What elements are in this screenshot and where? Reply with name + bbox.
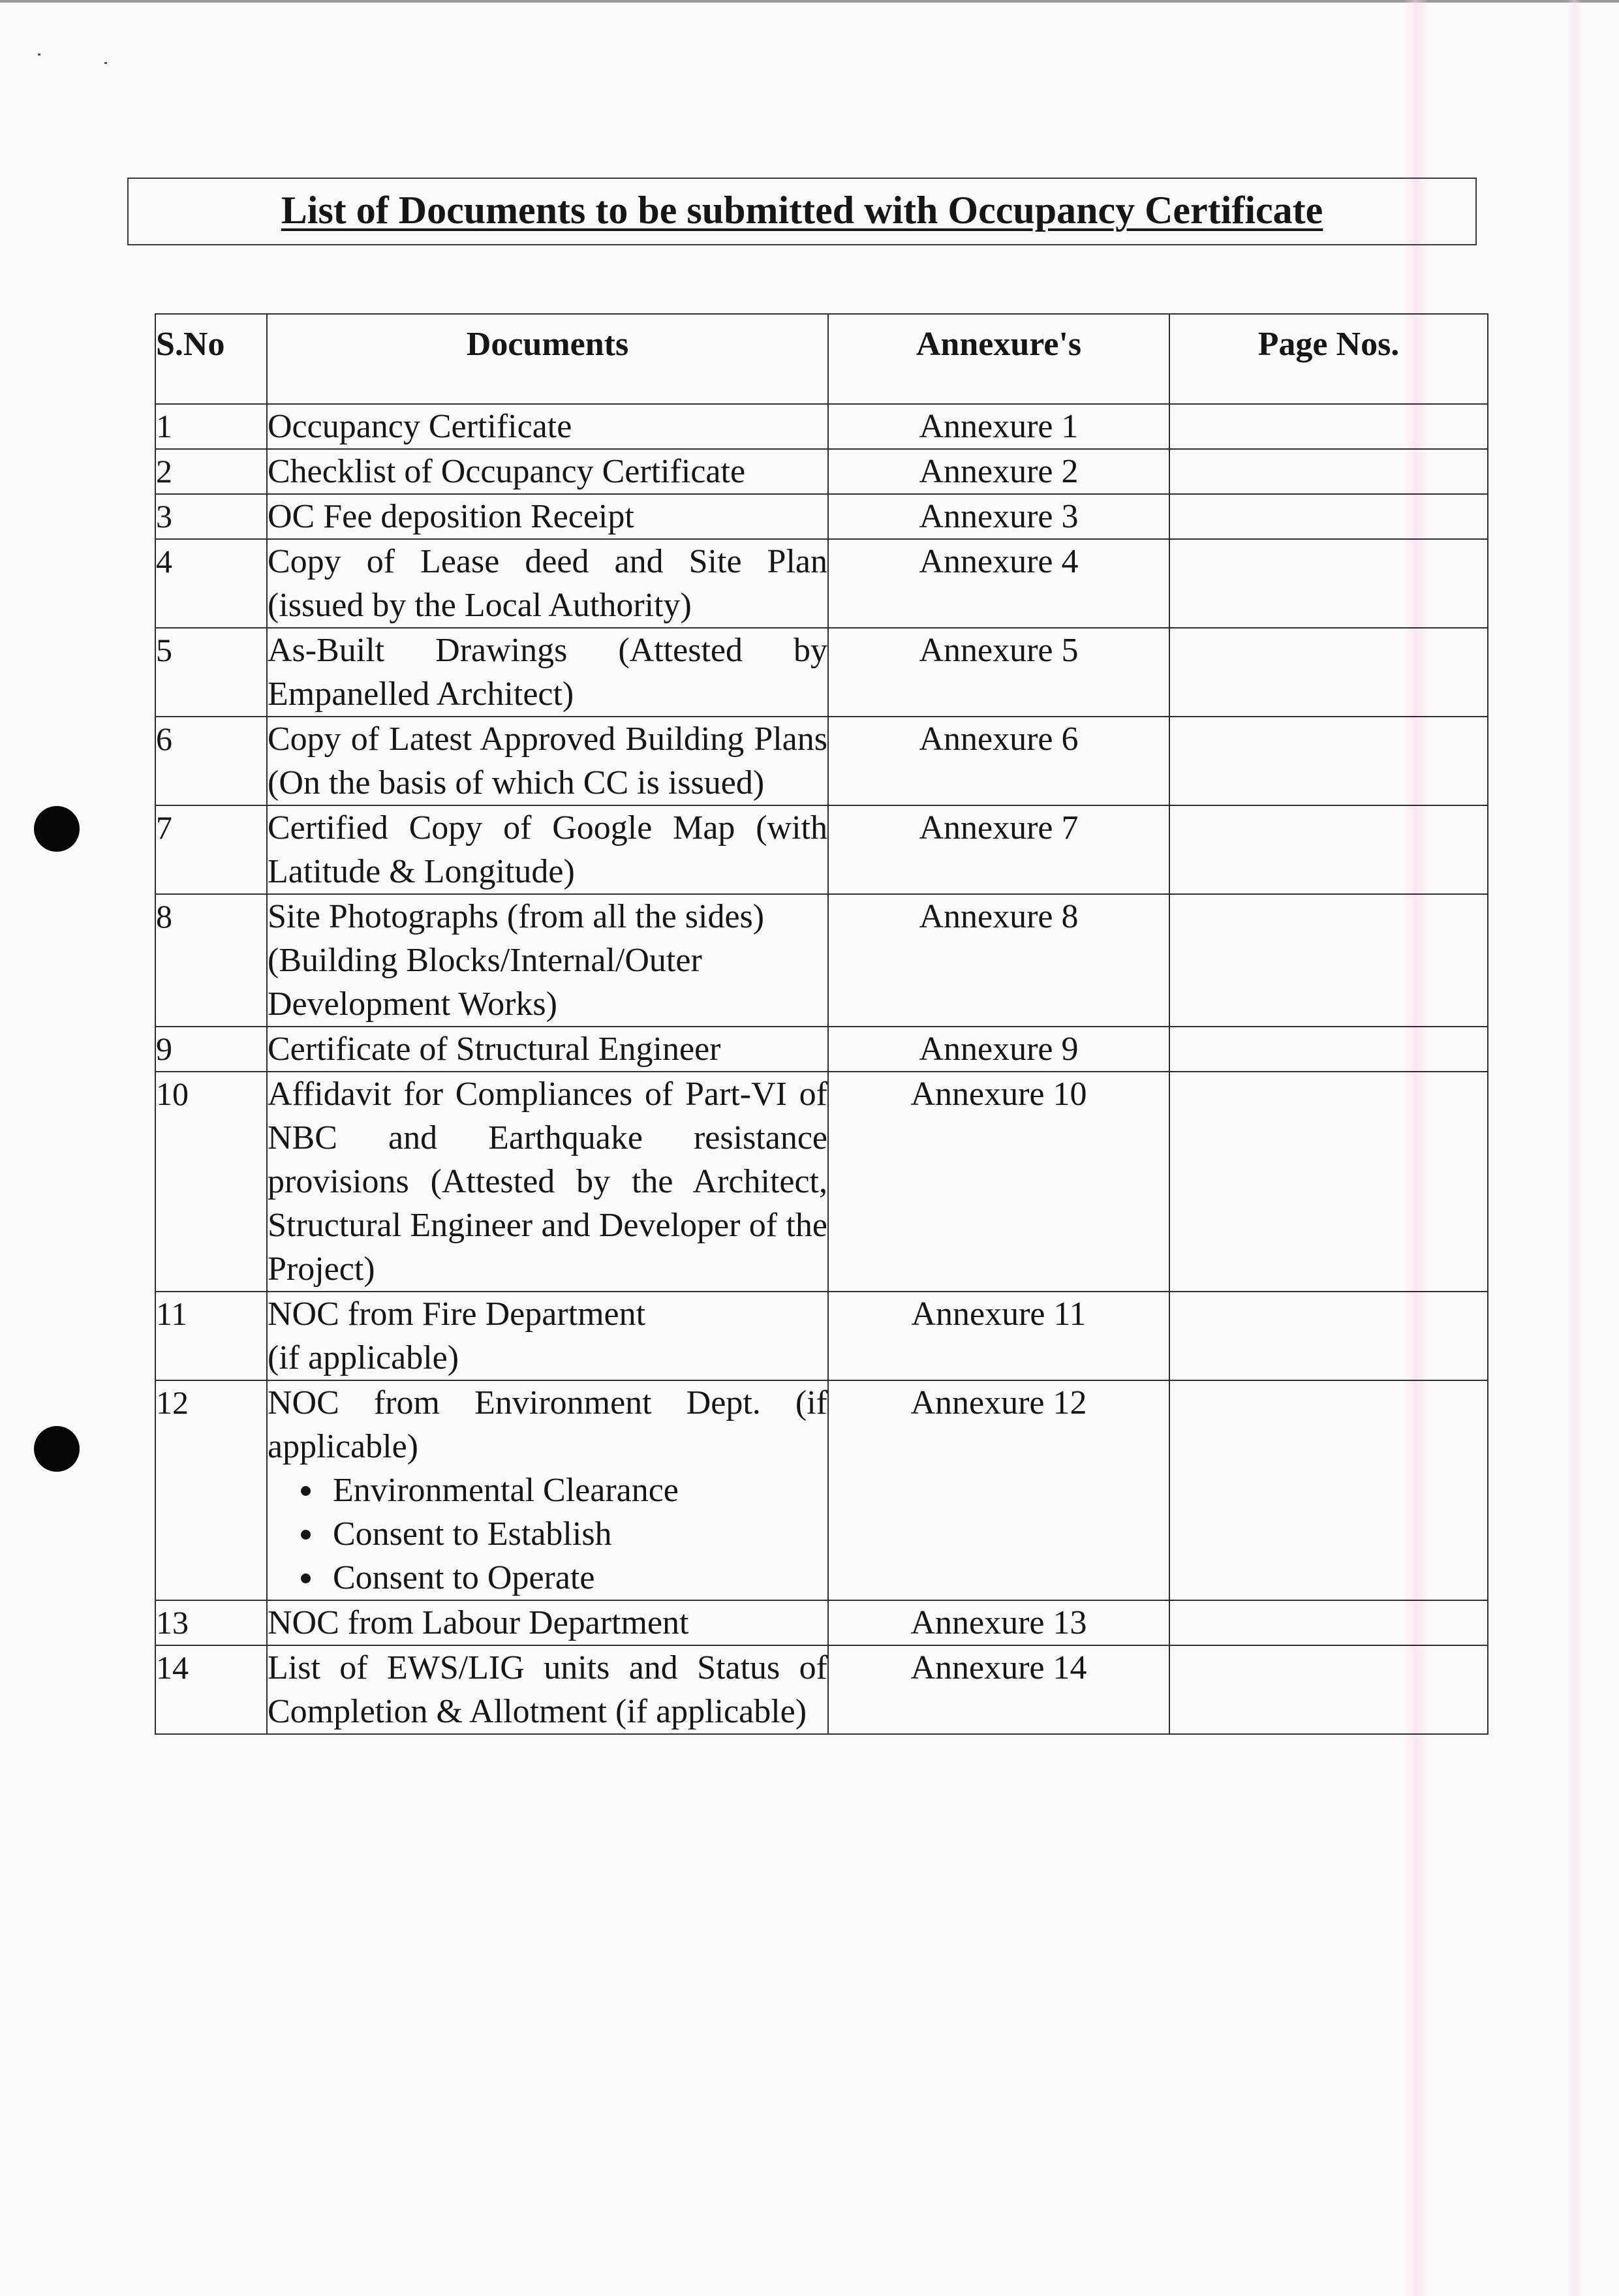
row-sno: 14 <box>155 1645 267 1734</box>
row-page-nos <box>1169 1292 1488 1380</box>
row-sno: 4 <box>155 539 267 628</box>
list-item: • Consent to Operate <box>325 1556 827 1600</box>
row-document-cell <box>267 1380 828 1600</box>
row-page-nos <box>1169 1380 1488 1600</box>
row-document: Occupancy Certificate <box>267 404 828 449</box>
list-item: • Consent to Establish <box>325 1512 827 1556</box>
row-document-note: (if applicable) <box>268 1339 459 1376</box>
row-page-nos <box>1169 494 1488 539</box>
row-annexure: Annexure 7 <box>828 805 1169 894</box>
row-page-nos <box>1169 717 1488 805</box>
row-document-cell <box>267 1292 828 1380</box>
row-page-nos <box>1169 404 1488 449</box>
row-document: NOC from Fire Department <box>268 1295 646 1333</box>
row-page-nos <box>1169 1600 1488 1645</box>
header-documents: Documents <box>267 314 828 404</box>
bullet-list <box>268 1468 827 1600</box>
table-row <box>155 1072 1488 1292</box>
header-sno: S.No <box>155 314 267 404</box>
row-annexure: Annexure 1 <box>828 404 1169 449</box>
row-page-nos <box>1169 1645 1488 1734</box>
row-annexure: Annexure 8 <box>828 894 1169 1027</box>
row-annexure: Annexure 3 <box>828 494 1169 539</box>
row-page-nos <box>1169 1072 1488 1292</box>
table-row <box>155 805 1488 894</box>
table-row <box>155 539 1488 628</box>
row-page-nos <box>1169 628 1488 717</box>
row-document: Copy of Latest Approved Building Plans (On the basis of which CC is issued) <box>267 717 828 805</box>
table-row <box>155 1645 1488 1734</box>
row-sno: 3 <box>155 494 267 539</box>
scan-speck <box>38 54 40 55</box>
row-document-cell <box>267 894 828 1027</box>
row-page-nos <box>1169 539 1488 628</box>
scan-speck <box>104 62 107 64</box>
row-document: Certified Copy of Google Map (with Latitude & Longitude) <box>267 805 828 894</box>
table-row <box>155 894 1488 1027</box>
row-sno: 12 <box>155 1380 267 1600</box>
row-annexure: Annexure 14 <box>828 1645 1169 1734</box>
row-document: OC Fee deposition Receipt <box>267 494 828 539</box>
table-row <box>155 1600 1488 1645</box>
row-annexure: Annexure 6 <box>828 717 1169 805</box>
table-row <box>155 717 1488 805</box>
list-item: • Environmental Clearance <box>325 1468 827 1512</box>
row-page-nos <box>1169 449 1488 494</box>
row-document: As-Built Drawings (Attested by Empanelled Architect) <box>267 628 828 717</box>
row-annexure: Annexure 10 <box>828 1072 1169 1292</box>
row-document-note: (Building Blocks/Internal/Outer Development Works) <box>268 942 702 1023</box>
row-document: NOC from Labour Department <box>267 1600 828 1645</box>
row-sno: 6 <box>155 717 267 805</box>
row-annexure: Annexure 5 <box>828 628 1169 717</box>
header-annexures: Annexure's <box>828 314 1169 404</box>
table-row <box>155 628 1488 717</box>
row-sno: 11 <box>155 1292 267 1380</box>
row-sno: 2 <box>155 449 267 494</box>
table-row <box>155 404 1488 449</box>
row-annexure: Annexure 11 <box>828 1292 1169 1380</box>
documents-table <box>155 313 1488 1735</box>
table-header-row <box>155 314 1488 404</box>
row-sno: 9 <box>155 1027 267 1072</box>
row-sno: 8 <box>155 894 267 1027</box>
row-page-nos <box>1169 805 1488 894</box>
row-document: Affidavit for Compliances of Part-VI of NBC and Earthquake resistance provisions (Attested by the Architect, Structural Engineer and Developer of the Project) <box>267 1072 828 1292</box>
row-annexure: Annexure 12 <box>828 1380 1169 1600</box>
row-document: Certificate of Structural Engineer <box>267 1027 828 1072</box>
row-sno: 10 <box>155 1072 267 1292</box>
row-sno: 1 <box>155 404 267 449</box>
table-row <box>155 1027 1488 1072</box>
scan-top-edge <box>0 0 1619 3</box>
table-row <box>155 1292 1488 1380</box>
row-annexure: Annexure 2 <box>828 449 1169 494</box>
row-document: Site Photographs (from all the sides) <box>268 898 765 935</box>
scan-tint-strip <box>1566 0 1582 2296</box>
header-page-nos: Page Nos. <box>1169 314 1488 404</box>
row-document: NOC from Environment Dept. (if applicable) <box>268 1384 827 1465</box>
row-page-nos <box>1169 1027 1488 1072</box>
title-box <box>127 178 1477 245</box>
table-row <box>155 449 1488 494</box>
row-annexure: Annexure 13 <box>828 1600 1169 1645</box>
row-annexure: Annexure 9 <box>828 1027 1169 1072</box>
row-annexure: Annexure 4 <box>828 539 1169 628</box>
punch-hole <box>34 806 80 852</box>
row-page-nos <box>1169 894 1488 1027</box>
row-document: Copy of Lease deed and Site Plan (issued by the Local Authority) <box>267 539 828 628</box>
row-sno: 5 <box>155 628 267 717</box>
row-document: Checklist of Occupancy Certificate <box>267 449 828 494</box>
row-sno: 7 <box>155 805 267 894</box>
punch-hole <box>34 1426 80 1472</box>
page-title: List of Documents to be submitted with Occupancy Certificate <box>281 189 1323 232</box>
table-row <box>155 494 1488 539</box>
row-sno: 13 <box>155 1600 267 1645</box>
table-row <box>155 1380 1488 1600</box>
row-document: List of EWS/LIG units and Status of Completion & Allotment (if applicable) <box>267 1645 828 1734</box>
